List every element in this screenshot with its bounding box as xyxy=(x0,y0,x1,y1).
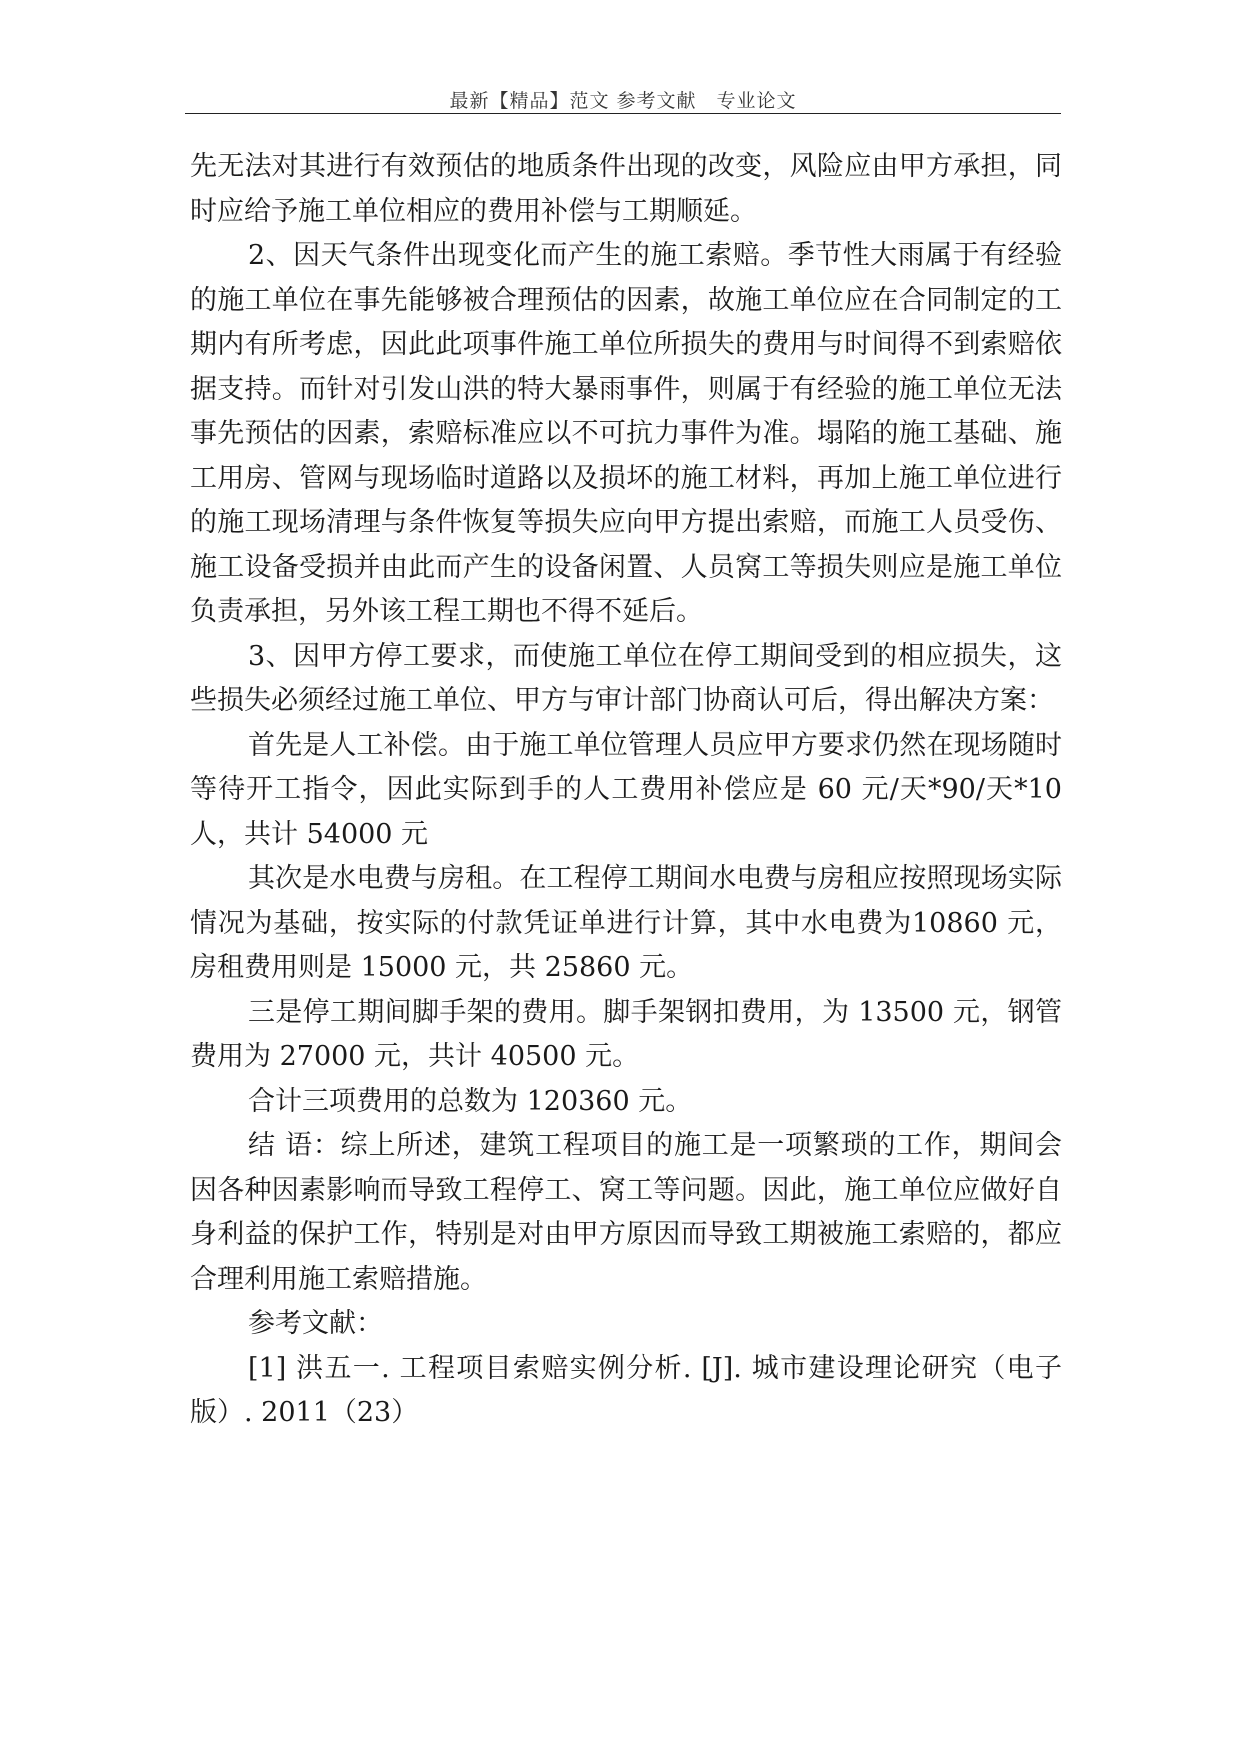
paragraph-utilities-rent: 其次是水电费与房租。在工程停工期间水电费与房租应按照现场实际情况为基础，按实际的付款凭证单进行计算，其中水电费为10860 元，房租费用则是 15000 元，共 25860 元。 xyxy=(190,863,1062,983)
paragraph-weather-claim: 2、因天气条件出现变化而产生的施工索赔。季节性大雨属于有经验的施工单位在事先能够被合理预估的因素，故施工单位应在合同制定的工期内有所考虑，因此此项事件施工单位所损失的费用与时间得不到索赔依据支持。而针对引发山洪的特大暴雨事件，则属于有经验的施工单位无法事先预估的因素，索赔标准应以不可抗力事件为准。塌陷的施工基础、施工用房、管网与现场临时道路以及损坏的施工材料，再加上施工单位进行的施工现场清理与条件恢复等损失应向甲方提出索赔，而施工人员受伤、施工设备受损并由此而产生的设备闲置、人员窝工等损失则应是施工单位负责承担，另外该工程工期也不得不延后。 xyxy=(190,240,1062,627)
document-body xyxy=(190,145,1062,1436)
paragraph-labor-compensation: 首先是人工补偿。由于施工单位管理人员应甲方要求仍然在现场随时等待开工指令，因此实际到手的人工费用补偿应是 60 元/天*90/天*10 人，共计 54000 元 xyxy=(190,729,1062,850)
paragraph-total: 合计三项费用的总数为 120360 元。 xyxy=(248,1085,693,1117)
reference-item: [1] 洪五一. 工程项目索赔实例分析. [J]. 城市建设理论研究（电子版）. 2011（23） xyxy=(190,1352,1062,1428)
paragraph-continuation: 先无法对其进行有效预估的地质条件出现的改变，风险应由甲方承担，同时应给予施工单位相应的费用补偿与工期顺延。 xyxy=(190,151,1062,227)
references-heading: 参考文献： xyxy=(248,1308,383,1339)
header-rule xyxy=(185,113,1061,114)
running-header: 最新【精品】范文 参考文献 专业论文 xyxy=(449,90,797,112)
paragraph-stoppage-loss: 3、因甲方停工要求，而使施工单位在停工期间受到的相应损失，这些损失必须经过施工单位、甲方与审计部门协商认可后，得出解决方案： xyxy=(190,640,1062,716)
paragraph-conclusion: 结 语：综上所述，建筑工程项目的施工是一项繁琐的工作，期间会因各种因素影响而导致工程停工、窝工等问题。因此，施工单位应做好自身利益的保护工作，特别是对由甲方原因而导致工期被施工索赔的，都应合理利用施工索赔措施。 xyxy=(190,1130,1062,1295)
paragraph-scaffolding: 三是停工期间脚手架的费用。脚手架钢扣费用，为 13500 元，钢管费用为 27000 元，共计 40500 元。 xyxy=(190,996,1062,1072)
